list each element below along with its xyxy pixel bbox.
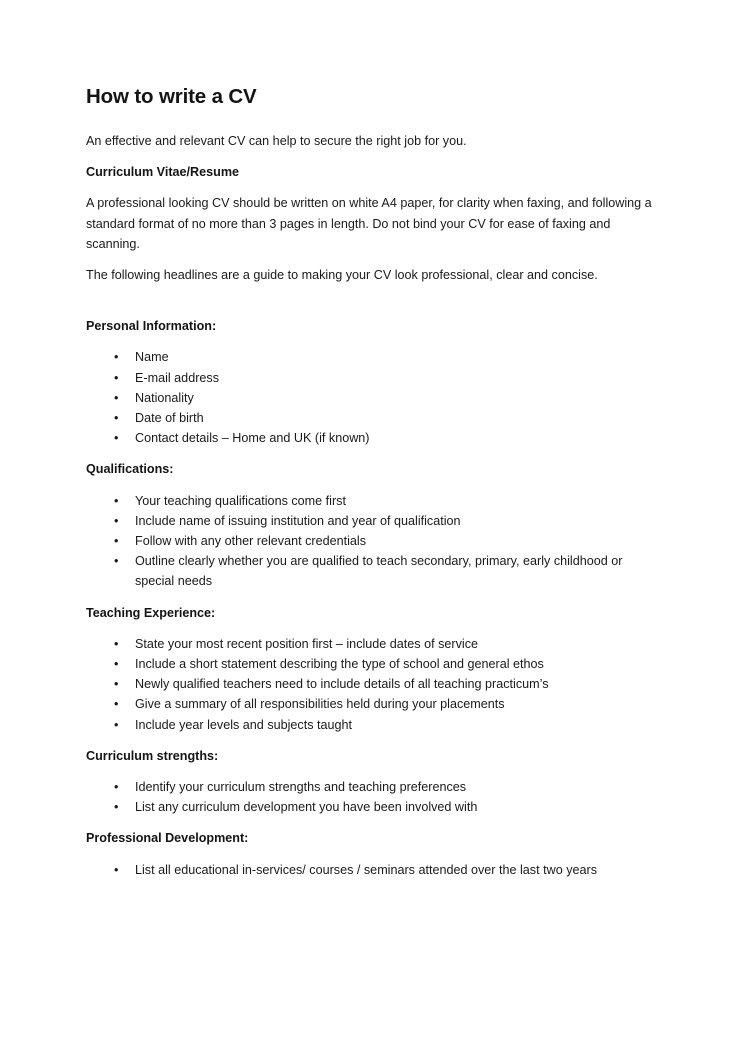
subheading-curriculum-vitae: Curriculum Vitae/Resume bbox=[86, 165, 240, 180]
bullet-point-icon: • bbox=[114, 493, 119, 508]
list-item bbox=[86, 347, 652, 367]
page-title: How to write a CV bbox=[86, 85, 257, 108]
list-item-label: Name bbox=[135, 350, 169, 365]
list-item bbox=[86, 634, 652, 654]
list-item-label: List any curriculum development you have been involved with bbox=[135, 800, 478, 815]
body-paragraph-2: The following headlines are a guide to making your CV look professional, clear and concise. bbox=[86, 268, 598, 283]
bullet-point-icon: • bbox=[114, 800, 119, 815]
bullet-list bbox=[86, 634, 652, 735]
bullet-point-icon: • bbox=[114, 350, 119, 365]
intro-paragraph: An effective and relevant CV can help to secure the right job for you. bbox=[86, 134, 467, 148]
document-content bbox=[86, 84, 652, 880]
document-section bbox=[86, 316, 652, 459]
list-item-label: State your most recent position first – include dates of service bbox=[135, 636, 478, 651]
section-spacer bbox=[86, 817, 652, 828]
sections-container bbox=[86, 316, 652, 880]
list-item bbox=[86, 531, 652, 551]
list-item-label: Newly qualified teachers need to include details of all teaching practicum’s bbox=[135, 677, 549, 692]
section-spacer bbox=[86, 592, 652, 603]
bullet-point-icon: • bbox=[114, 554, 119, 569]
list-item bbox=[86, 860, 652, 880]
bullet-point-icon: • bbox=[114, 370, 119, 385]
bullet-point-icon: • bbox=[114, 636, 119, 651]
list-item-label: Contact details – Home and UK (if known) bbox=[135, 431, 370, 446]
body-paragraph-1: A professional looking CV should be written on white A4 paper, for clarity when faxing, and following a standard format of no more than 3 pages in length. Do not bind your CV for ease of faxing and scanning. bbox=[86, 196, 652, 251]
section-heading: Curriculum strengths: bbox=[86, 748, 219, 763]
document-section bbox=[86, 746, 652, 829]
list-item-label: Nationality bbox=[135, 390, 194, 405]
bullet-point-icon: • bbox=[114, 697, 119, 712]
section-heading: Personal Information: bbox=[86, 319, 217, 334]
list-item bbox=[86, 674, 652, 694]
section-heading: Qualifications: bbox=[86, 462, 174, 477]
list-item bbox=[86, 715, 652, 735]
section-heading: Professional Development: bbox=[86, 831, 249, 846]
bullet-point-icon: • bbox=[114, 717, 119, 732]
section-gap-spacer bbox=[86, 285, 652, 316]
list-item-label: Include name of issuing institution and year of qualification bbox=[135, 513, 461, 528]
section-heading: Teaching Experience: bbox=[86, 605, 216, 620]
bullet-point-icon: • bbox=[114, 390, 119, 405]
list-item-label: Include year levels and subjects taught bbox=[135, 717, 353, 732]
list-item bbox=[86, 511, 652, 531]
bullet-list bbox=[86, 347, 652, 448]
list-item-label: Date of birth bbox=[135, 411, 204, 426]
list-item bbox=[86, 408, 652, 428]
bullet-list bbox=[86, 777, 652, 817]
list-item bbox=[86, 797, 652, 817]
document-section bbox=[86, 459, 652, 602]
list-item-label: Include a short statement describing the type of school and general ethos bbox=[135, 657, 544, 672]
list-item bbox=[86, 694, 652, 714]
bullet-point-icon: • bbox=[114, 862, 119, 877]
section-spacer bbox=[86, 448, 652, 459]
list-item-label: Identify your curriculum strengths and teaching preferences bbox=[135, 780, 467, 795]
list-item bbox=[86, 388, 652, 408]
list-item-label: Follow with any other relevant credentials bbox=[135, 534, 366, 549]
bullet-point-icon: • bbox=[114, 431, 119, 446]
bullet-point-icon: • bbox=[114, 780, 119, 795]
list-item bbox=[86, 368, 652, 388]
bullet-point-icon: • bbox=[114, 534, 119, 549]
list-item-label: Give a summary of all responsibilities held during your placements bbox=[135, 697, 505, 712]
document-section bbox=[86, 828, 652, 879]
bullet-point-icon: • bbox=[114, 657, 119, 672]
bullet-list bbox=[86, 491, 652, 592]
list-item bbox=[86, 654, 652, 674]
section-spacer bbox=[86, 735, 652, 746]
bullet-point-icon: • bbox=[114, 411, 119, 426]
list-item bbox=[86, 491, 652, 511]
list-item-label: Outline clearly whether you are qualified to teach secondary, primary, early childhood or special needs bbox=[135, 554, 623, 589]
bullet-point-icon: • bbox=[114, 513, 119, 528]
list-item-label: List all educational in-services/ courses / seminars attended over the last two years bbox=[135, 862, 597, 877]
list-item bbox=[86, 777, 652, 797]
document-section bbox=[86, 603, 652, 746]
list-item-label: E-mail address bbox=[135, 370, 219, 385]
list-item bbox=[86, 428, 652, 448]
bullet-list bbox=[86, 860, 652, 880]
bullet-point-icon: • bbox=[114, 677, 119, 692]
list-item bbox=[86, 551, 652, 591]
list-item-label: Your teaching qualifications come first bbox=[135, 493, 346, 508]
